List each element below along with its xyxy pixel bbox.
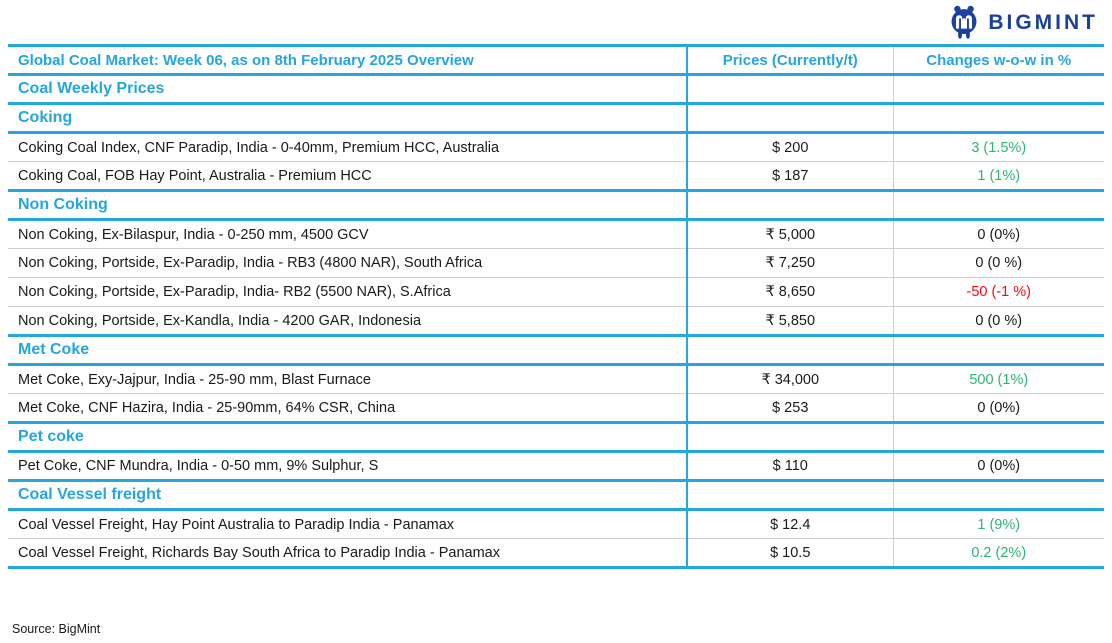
- row-price: ₹ 8,650: [687, 278, 893, 307]
- row-price: $ 187: [687, 162, 893, 191]
- row-change: 0 (0%): [893, 394, 1104, 423]
- row-change: 0.2 (2%): [893, 539, 1104, 568]
- table-row: [8, 220, 1104, 249]
- row-description: Non Coking, Portside, Ex-Paradip, India - RB3 (4800 NAR), South Africa: [8, 249, 687, 278]
- section-change-cell: [893, 336, 1104, 365]
- brand-name: BIGMINT: [988, 11, 1098, 34]
- row-description: Coal Vessel Freight, Hay Point Australia to Paradip India - Panamax: [8, 510, 687, 539]
- row-change: 0 (0%): [893, 452, 1104, 481]
- row-price: $ 253: [687, 394, 893, 423]
- table-row: [8, 133, 1104, 162]
- section-title: Pet coke: [8, 423, 687, 452]
- row-price: ₹ 5,000: [687, 220, 893, 249]
- section-price-cell: [687, 191, 893, 220]
- section-change-cell: [893, 104, 1104, 133]
- section-title: Coking: [8, 104, 687, 133]
- section-header-row: [8, 104, 1104, 133]
- row-description: Met Coke, CNF Hazira, India - 25-90mm, 64% CSR, China: [8, 394, 687, 423]
- section-change-cell: [893, 423, 1104, 452]
- section-header-row: [8, 423, 1104, 452]
- section-header-row: [8, 336, 1104, 365]
- row-description: Coking Coal Index, CNF Paradip, India - 0-40mm, Premium HCC, Australia: [8, 133, 687, 162]
- row-price: $ 200: [687, 133, 893, 162]
- row-change: 1 (1%): [893, 162, 1104, 191]
- row-price: $ 110: [687, 452, 893, 481]
- section-title: Non Coking: [8, 191, 687, 220]
- section-header-row: [8, 191, 1104, 220]
- row-description: Coking Coal, FOB Hay Point, Australia - Premium HCC: [8, 162, 687, 191]
- row-change: 3 (1.5%): [893, 133, 1104, 162]
- row-price: ₹ 7,250: [687, 249, 893, 278]
- table-row: [8, 394, 1104, 423]
- section-price-cell: [687, 75, 893, 104]
- table-row: [8, 162, 1104, 191]
- table-row: [8, 249, 1104, 278]
- section-title: Coal Weekly Prices: [8, 75, 687, 104]
- row-price: ₹ 34,000: [687, 365, 893, 394]
- table-row: [8, 278, 1104, 307]
- column-header-prices: Prices (Currently/t): [687, 46, 893, 75]
- row-description: Non Coking, Portside, Ex-Kandla, India - 4200 GAR, Indonesia: [8, 307, 687, 336]
- row-description: Pet Coke, CNF Mundra, India - 0-50 mm, 9% Sulphur, S: [8, 452, 687, 481]
- row-price: ₹ 5,850: [687, 307, 893, 336]
- table-title: Global Coal Market: Week 06, as on 8th February 2025 Overview: [8, 46, 687, 75]
- table-header-row: [8, 46, 1104, 75]
- table-row: [8, 452, 1104, 481]
- row-description: Met Coke, Exy-Jajpur, India - 25-90 mm, Blast Furnace: [8, 365, 687, 394]
- section-change-cell: [893, 191, 1104, 220]
- section-change-cell: [893, 75, 1104, 104]
- section-change-cell: [893, 481, 1104, 510]
- section-price-cell: [687, 336, 893, 365]
- section-price-cell: [687, 423, 893, 452]
- row-description: Non Coking, Portside, Ex-Paradip, India- RB2 (5500 NAR), S.Africa: [8, 278, 687, 307]
- brand-logo: [947, 5, 1098, 41]
- source-note: Source: BigMint: [12, 622, 101, 636]
- table-row: [8, 539, 1104, 568]
- bigmint-logo-icon: [947, 5, 981, 41]
- column-header-changes: Changes w-o-w in %: [893, 46, 1104, 75]
- section-price-cell: [687, 104, 893, 133]
- table-row: [8, 307, 1104, 336]
- row-change: 0 (0 %): [893, 307, 1104, 336]
- section-header-row: [8, 75, 1104, 104]
- row-price: $ 12.4: [687, 510, 893, 539]
- section-header-row: [8, 481, 1104, 510]
- section-price-cell: [687, 481, 893, 510]
- row-price: $ 10.5: [687, 539, 893, 568]
- section-title: Met Coke: [8, 336, 687, 365]
- table-row: [8, 510, 1104, 539]
- row-description: Non Coking, Ex-Bilaspur, India - 0-250 mm, 4500 GCV: [8, 220, 687, 249]
- row-change: 0 (0%): [893, 220, 1104, 249]
- row-change: -50 (-1 %): [893, 278, 1104, 307]
- section-title: Coal Vessel freight: [8, 481, 687, 510]
- coal-table-body: [8, 46, 1104, 568]
- row-change: 500 (1%): [893, 365, 1104, 394]
- row-description: Coal Vessel Freight, Richards Bay South Africa to Paradip India - Panamax: [8, 539, 687, 568]
- coal-market-table: [8, 44, 1104, 569]
- row-change: 0 (0 %): [893, 249, 1104, 278]
- table-row: [8, 365, 1104, 394]
- row-change: 1 (9%): [893, 510, 1104, 539]
